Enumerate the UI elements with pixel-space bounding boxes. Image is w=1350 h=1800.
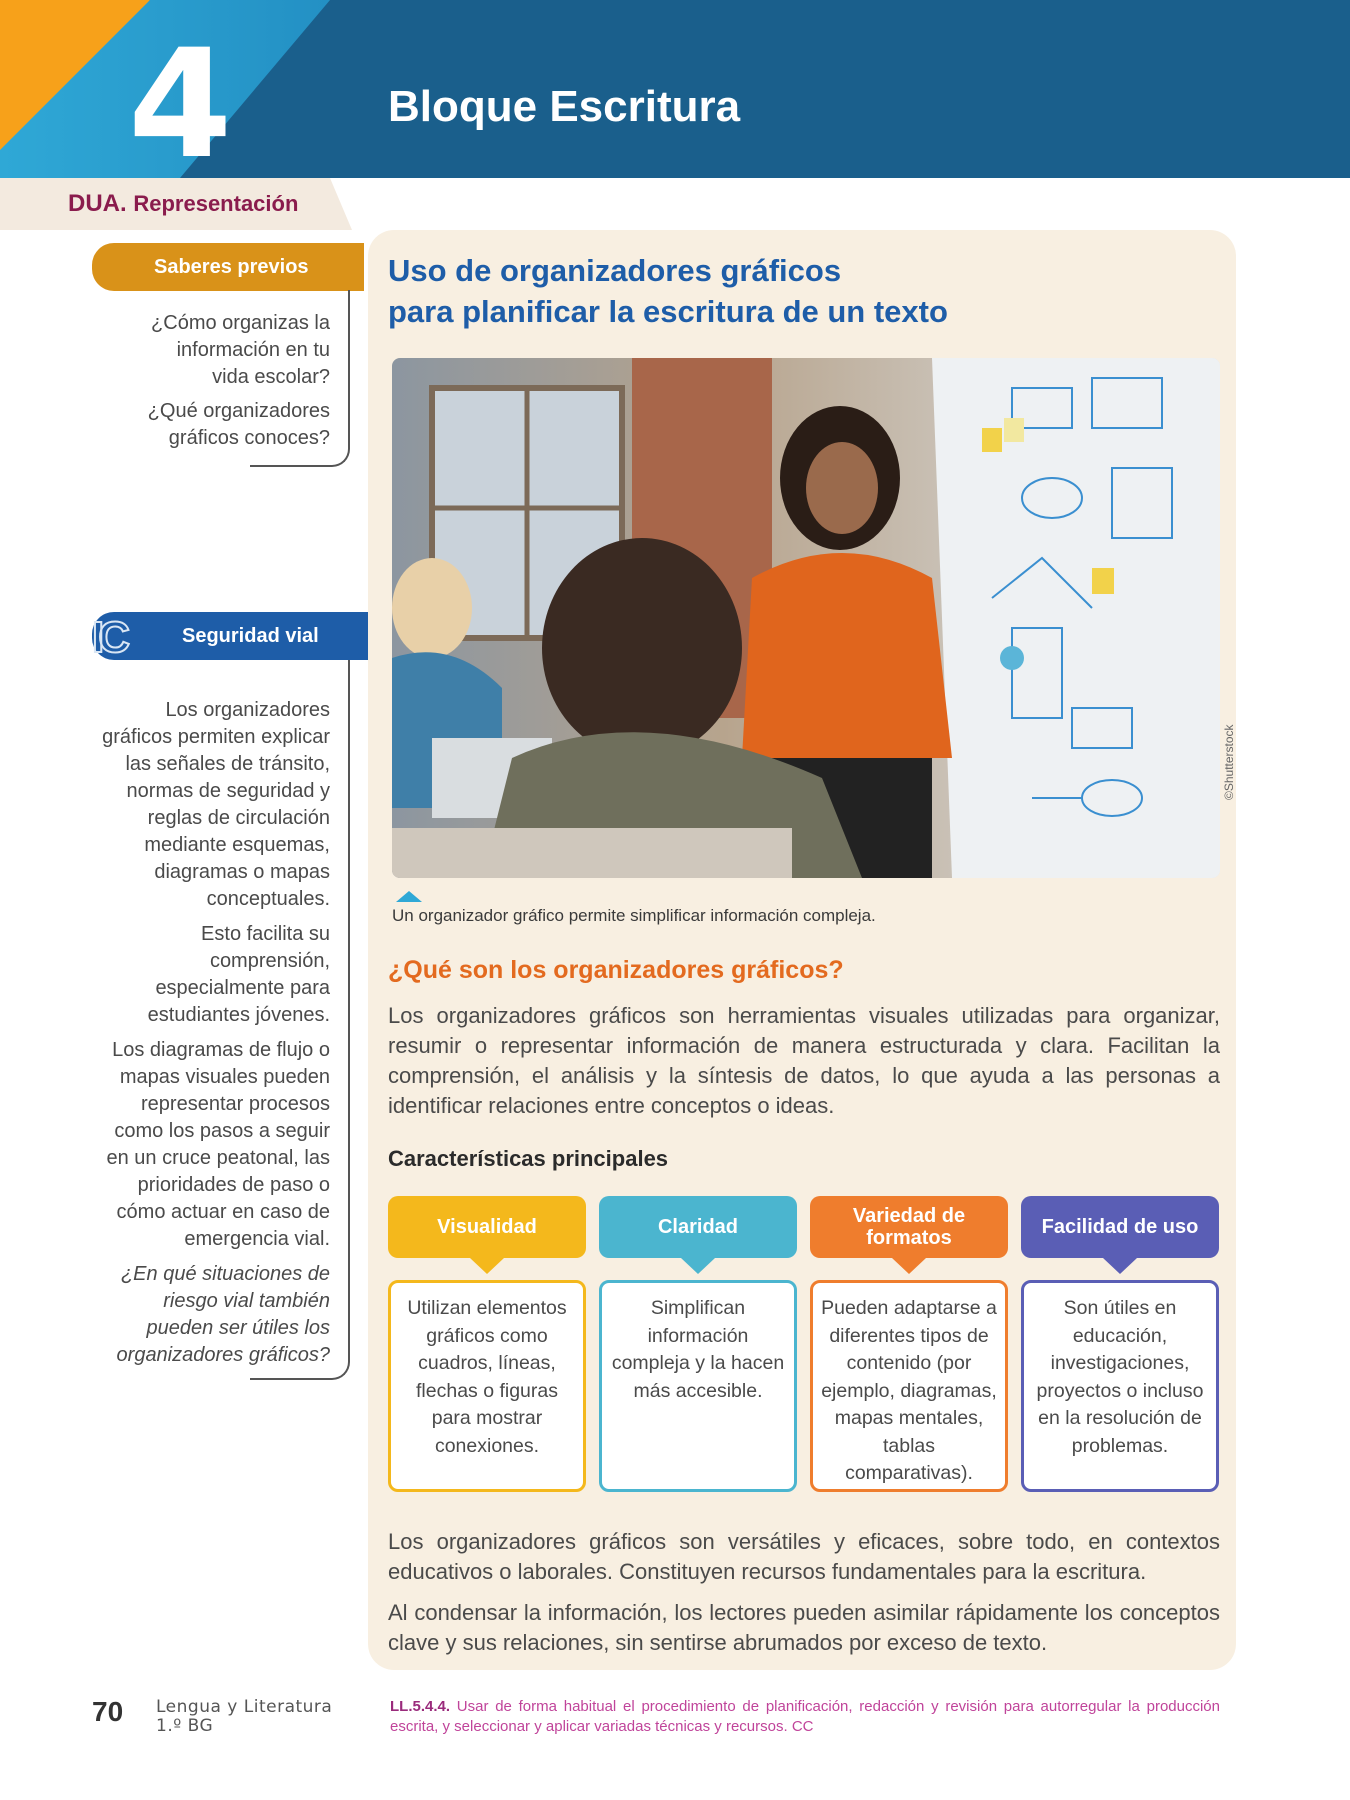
section-title: [388, 250, 1168, 332]
classroom-photo: [392, 358, 1220, 878]
ic-icon: IC: [92, 613, 124, 662]
card-facilidad-de-uso: [1021, 1196, 1219, 1492]
card-text: Simplifican información compleja y la hacen más accesible.: [599, 1280, 797, 1492]
down-arrow-icon: [1103, 1258, 1137, 1274]
intro-paragraph: Los organizadores gráficos son herramientas visuales utilizadas para organizar, resumir o representar información de manera estructurada y clara. Facilitan la comprensión, el análisis y la síntesis de datos, lo que ayuda a las personas a identificar relaciones entre conceptos o ideas.: [388, 1003, 1220, 1118]
down-arrow-icon: [470, 1258, 504, 1274]
page-title: Bloque Escritura: [388, 82, 741, 131]
card-text: Pueden adaptarse a diferentes tipos de contenido (por ejemplo, diagramas, mapas mentales, tablas comparativas).: [810, 1280, 1008, 1492]
seguridad-question: ¿En qué situaciones de riesgo vial también pueden ser útiles los organizadores gráficos?: [116, 1263, 330, 1366]
card-variedad-de-formatos: [810, 1196, 1008, 1492]
subject-label: [156, 1698, 332, 1736]
dua-sublabel: Representación: [133, 191, 299, 216]
saberes-question-1: ¿Cómo organizas la información en tu vida escolar?: [151, 312, 330, 388]
closing-paragraph-1: Los organizadores gráficos son versátiles y eficaces, sobre todo, en contextos educativos o laborales. Constituyen recursos fundamentales para la escritura.: [388, 1529, 1220, 1584]
card-title: Variedad de formatos: [810, 1196, 1008, 1258]
seguridad-vial-tab: [92, 612, 368, 660]
photo-caption: Un organizador gráfico permite simplificar información compleja.: [392, 906, 876, 925]
down-arrow-icon: [892, 1258, 926, 1274]
down-arrow-icon: [681, 1258, 715, 1274]
saberes-previos-label: Saberes previos: [154, 256, 309, 278]
page-number: 70: [92, 1696, 124, 1727]
seguridad-paragraph-3: Los diagramas de flujo o mapas visuales pueden representar procesos como los pasos a seguir en un cruce peatonal, las prioridades de paso o cómo actuar en caso de emergencia vial.: [106, 1039, 330, 1250]
seguridad-paragraph-1: Los organizadores gráficos permiten explicar las señales de tránsito, normas de seguridad y reglas de circulación mediante esquemas, diagramas o mapas conceptuales.: [102, 699, 330, 910]
skill-code: LL.5.4.4.: [390, 1698, 451, 1715]
skill-criterion: [390, 1697, 1220, 1737]
card-text: Utilizan elementos gráficos como cuadros, líneas, flechas o figuras para mostrar conexiones.: [388, 1280, 586, 1492]
grade-label: 1.º BG: [156, 1716, 214, 1736]
card-visualidad: [388, 1196, 586, 1492]
section-title-line-1: Uso de organizadores gráficos: [388, 253, 842, 288]
dua-label: DUA.: [68, 190, 127, 217]
section-title-line-2: para planificar la escritura de un texto: [388, 294, 948, 329]
skill-text: Usar de forma habitual el procedimiento de planificación, redacción y revisión para autorregular la producción escrita, y seleccionar y aplicar variadas técnicas y recursos. CC: [390, 1698, 1220, 1735]
closing-paragraph-2: Al condensar la información, los lectores pueden asimilar rápidamente los conceptos clave y sus relaciones, sin sentirse abrumados por exceso de texto.: [388, 1600, 1220, 1655]
saberes-question-2: ¿Qué organizadores gráficos conoces?: [147, 400, 330, 449]
chapter-number: 4: [128, 18, 233, 178]
seguridad-paragraph-2: Esto facilita su comprensión, especialmente para estudiantes jóvenes.: [147, 923, 330, 1026]
card-title: Claridad: [599, 1196, 797, 1258]
subject-name: Lengua y Literatura: [156, 1697, 333, 1717]
card-text: Son útiles en educación, investigaciones, proyectos o incluso en la resolución de problemas.: [1021, 1280, 1219, 1492]
photo-credit: ©Shutterstock: [1222, 724, 1236, 800]
dua-heading: [68, 190, 298, 218]
card-title: Visualidad: [388, 1196, 586, 1258]
seguridad-vial-label: Seguridad vial: [182, 625, 319, 647]
question-heading: ¿Qué son los organizadores gráficos?: [388, 956, 844, 984]
characteristics-heading: Características principales: [388, 1146, 669, 1171]
card-claridad: [599, 1196, 797, 1492]
chapter-header: [0, 0, 1350, 178]
saberes-previos-tab: [92, 243, 364, 291]
card-title: Facilidad de uso: [1021, 1196, 1219, 1258]
caption-arrow-icon: [396, 891, 422, 902]
